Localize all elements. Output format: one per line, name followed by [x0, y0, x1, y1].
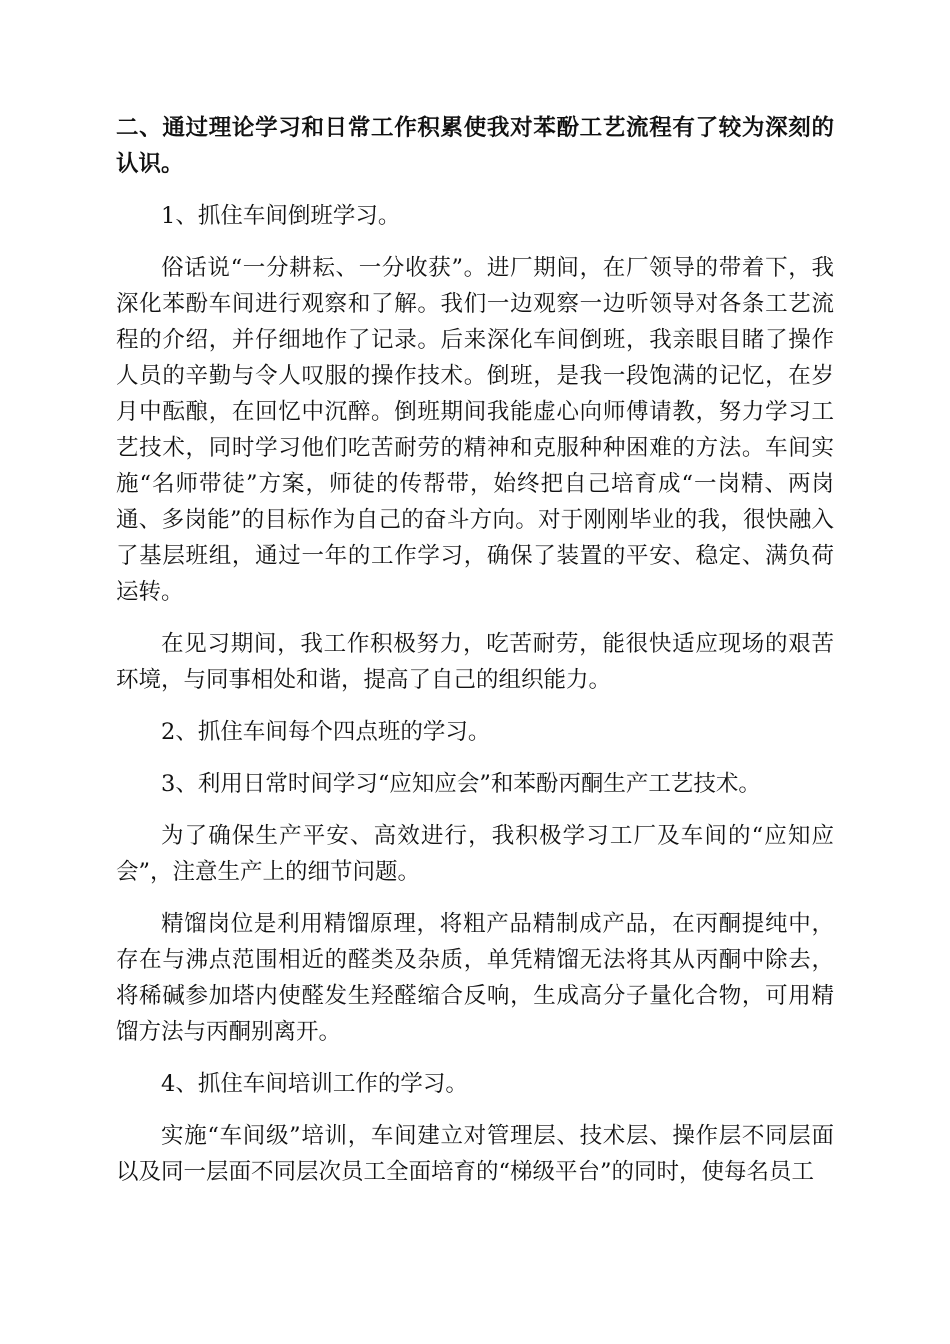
- paragraph-training: 实施“车间级”培训，车间建立对管理层、技术层、操作层不同层面以及同一层面不同层次员工全面培育的“梯级平台”的同时，使每名员工: [116, 1123, 834, 1185]
- subheading-1: 1、抓住车间倒班学习。: [161, 203, 401, 229]
- document-page: [116, 110, 834, 1206]
- paragraph-distillation: 精馏岗位是利用精馏原理，将粗产品精制成产品，在丙酮提纯中，存在与沸点范围相近的醛类及杂质，单凭精馏无法将其从丙酮中除去，将稀碱参加塔内使醛发生羟醛缩合反响，生成高分子量化合物，可用精馏方法与丙酮别离开。: [116, 911, 834, 1045]
- paragraph-workshop-observation: 俗话说“一分耕耘、一分收获”。进厂期间，在厂领导的带着下，我深化苯酚车间进行观察和了解。我们一边观察一边听领导对各条工艺流程的介绍，并仔细地作了记录。后来深化车间倒班，我亲眼目睹了操作人员的辛勤与令人叹服的操作技术。倒班，是我一段饱满的记忆，在岁月中酝酿，在回忆中沉醉。倒班期间我能虚心向师傅请教，努力学习工艺技术，同时学习他们吃苦耐劳的精神和克服种种困难的方法。车间实施“名师带徒”方案，师徒的传帮带，始终把自己培育成“一岗精、两岗通、多岗能”的目标作为自己的奋斗方向。对于刚刚毕业的我，很快融入了基层班组，通过一年的工作学习，确保了装置的平安、稳定、满负荷运转。: [116, 255, 834, 605]
- subheading-2: 2、抓住车间每个四点班的学习。: [161, 719, 491, 745]
- subheading-4: 4、抓住车间培训工作的学习。: [161, 1071, 468, 1097]
- paragraph-internship: 在见习期间，我工作积极努力，吃苦耐劳，能很快适应现场的艰苦环境，与同事相处和谐，提高了自己的组织能力。: [116, 631, 834, 693]
- section-heading: 二、通过理论学习和日常工作积累使我对苯酚工艺流程有了较为深刻的认识。: [116, 115, 834, 177]
- paragraph-safety: 为了确保生产平安、高效进行，我积极学习工厂及车间的“应知应会”，注意生产上的细节问题。: [116, 823, 834, 885]
- subheading-3: 3、利用日常时间学习“应知应会”和苯酚丙酮生产工艺技术。: [161, 771, 761, 797]
